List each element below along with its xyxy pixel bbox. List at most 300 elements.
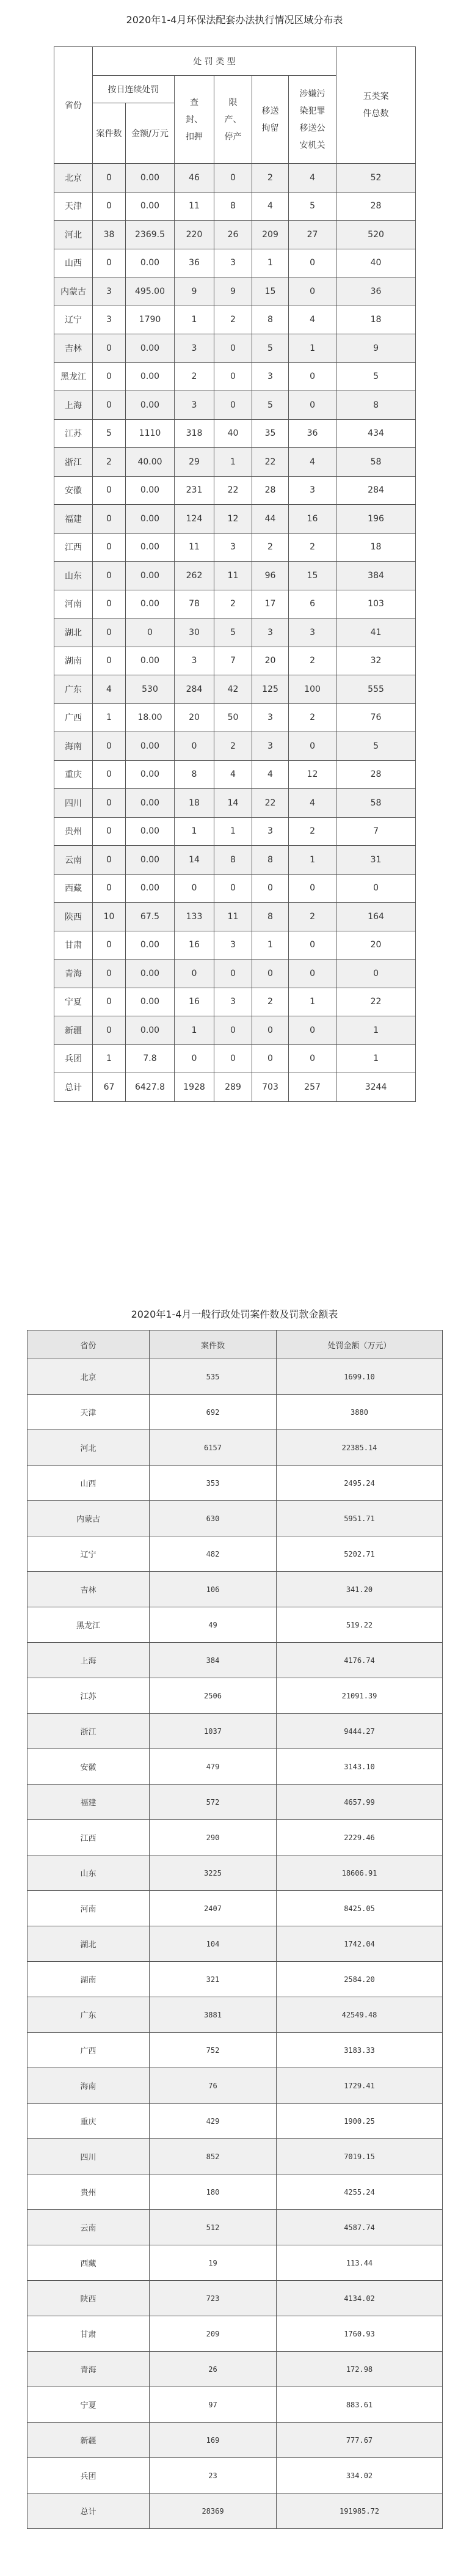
- cell-pollution: 12: [289, 760, 336, 789]
- cell-limit: 42: [214, 675, 252, 704]
- cell-pollution: 1: [289, 334, 336, 363]
- cell-limit: 289: [214, 1073, 252, 1102]
- table-row: [27, 1926, 443, 1962]
- header-pollution-line: 涉嫌污: [299, 89, 325, 99]
- table-row: [27, 2104, 443, 2139]
- cell-limit: 11: [214, 903, 252, 931]
- cell-total: 5: [336, 362, 416, 391]
- cell-province: 内蒙古: [27, 1501, 150, 1536]
- cell-case-count: 169: [150, 2423, 277, 2458]
- cell-amount: 8425.05: [277, 1891, 443, 1926]
- cell-case-count: 97: [150, 2387, 277, 2423]
- table-row: [27, 1395, 443, 1430]
- cell-province: 西藏: [27, 2245, 150, 2281]
- cell-case-count: 0: [93, 817, 126, 846]
- cell-amount: 0.00: [126, 505, 175, 534]
- cell-case-count: 852: [150, 2139, 277, 2174]
- header-pollution-line: 染犯罪: [299, 106, 325, 116]
- cell-province: 兵团: [27, 2458, 150, 2493]
- cell-amount: 5951.71: [277, 1501, 443, 1536]
- cell-transfer: 17: [252, 590, 289, 618]
- cell-province: 安徽: [54, 476, 93, 505]
- cell-pollution: 1: [289, 988, 336, 1016]
- table-row: [54, 760, 416, 789]
- cell-case-count: 0: [93, 249, 126, 277]
- cell-amount: 0.00: [126, 391, 175, 420]
- cell-case-count: 0: [93, 533, 126, 562]
- cell-province: 青海: [54, 960, 93, 988]
- table-row: [27, 2210, 443, 2245]
- cell-province: 西藏: [54, 874, 93, 903]
- cell-seize: 9: [175, 277, 214, 306]
- cell-case-count: 19: [150, 2245, 277, 2281]
- cell-amount: 2495.24: [277, 1466, 443, 1501]
- cell-pollution: 4: [289, 306, 336, 334]
- table-row: [54, 647, 416, 675]
- cell-limit: 0: [214, 960, 252, 988]
- table-row: [27, 2174, 443, 2210]
- header-transfer: [252, 76, 289, 164]
- table-row: [54, 419, 416, 448]
- header-limit-line: 产、: [224, 114, 242, 125]
- cell-limit: 2: [214, 590, 252, 618]
- table-row: [54, 988, 416, 1016]
- cell-pollution: 0: [289, 732, 336, 761]
- cell-case-count: 512: [150, 2210, 277, 2245]
- cell-transfer: 0: [252, 874, 289, 903]
- table-row: [54, 874, 416, 903]
- table-row: [27, 2493, 443, 2529]
- cell-amount: 18606.91: [277, 1855, 443, 1891]
- cell-pollution: 2: [289, 703, 336, 732]
- cell-total: 0: [336, 874, 416, 903]
- cell-total: 164: [336, 903, 416, 931]
- cell-amount: 4255.24: [277, 2174, 443, 2210]
- cell-seize: 1: [175, 306, 214, 334]
- cell-province: 陕西: [54, 903, 93, 931]
- cell-transfer: 1: [252, 931, 289, 960]
- cell-total: 9: [336, 334, 416, 363]
- cell-seize: 3: [175, 647, 214, 675]
- cell-seize: 11: [175, 533, 214, 562]
- cell-total: 1: [336, 1044, 416, 1073]
- table-row: [54, 277, 416, 306]
- cell-pollution: 4: [289, 448, 336, 477]
- cell-province: 天津: [54, 192, 93, 221]
- cell-case-count: 0: [93, 562, 126, 590]
- cell-amount: 0.00: [126, 817, 175, 846]
- cell-pollution: 0: [289, 1016, 336, 1045]
- cell-amount: 0.00: [126, 647, 175, 675]
- cell-transfer: 209: [252, 221, 289, 249]
- cell-seize: 231: [175, 476, 214, 505]
- cell-amount: 0.00: [126, 533, 175, 562]
- cell-province: 兵团: [54, 1044, 93, 1073]
- cell-total: 28: [336, 192, 416, 221]
- cell-limit: 0: [214, 874, 252, 903]
- cell-total: 58: [336, 448, 416, 477]
- cell-seize: 8: [175, 760, 214, 789]
- cell-case-count: 0: [93, 505, 126, 534]
- table2-title: 2020年1-4月一般行政处罚案件数及罚款金额表: [131, 1308, 338, 1320]
- cell-transfer: 3: [252, 817, 289, 846]
- cell-seize: 0: [175, 1044, 214, 1073]
- cell-amount: 0.00: [126, 789, 175, 818]
- cell-province: 浙江: [54, 448, 93, 477]
- cell-province: 新疆: [54, 1016, 93, 1045]
- cell-amount: 3880: [277, 1395, 443, 1430]
- cell-total: 196: [336, 505, 416, 534]
- cell-amount: 6427.8: [126, 1073, 175, 1102]
- cell-case-count: 28369: [150, 2493, 277, 2529]
- cell-province: 辽宁: [54, 306, 93, 334]
- cell-limit: 3: [214, 931, 252, 960]
- cell-province: 四川: [54, 789, 93, 818]
- cell-total: 8: [336, 391, 416, 420]
- cell-total: 36: [336, 277, 416, 306]
- cell-case-count: 180: [150, 2174, 277, 2210]
- cell-case-count: 0: [93, 391, 126, 420]
- cell-province: 湖南: [27, 1962, 150, 1997]
- cell-amount: 0.00: [126, 1016, 175, 1045]
- cell-limit: 1: [214, 817, 252, 846]
- cell-province: 上海: [27, 1643, 150, 1678]
- table-row: [54, 221, 416, 249]
- cell-amount: 334.02: [277, 2458, 443, 2493]
- cell-transfer: 20: [252, 647, 289, 675]
- cell-pollution: 36: [289, 419, 336, 448]
- cell-amount: 4134.02: [277, 2281, 443, 2316]
- cell-case-count: 3: [93, 306, 126, 334]
- table-row: [54, 1016, 416, 1045]
- table-row: [54, 960, 416, 988]
- cell-amount: 7.8: [126, 1044, 175, 1073]
- cell-province: 山东: [54, 562, 93, 590]
- cell-province: 海南: [27, 2068, 150, 2104]
- cell-case-count: 0: [93, 618, 126, 647]
- cell-total: 520: [336, 221, 416, 249]
- cell-pollution: 0: [289, 391, 336, 420]
- cell-limit: 7: [214, 647, 252, 675]
- cell-total: 384: [336, 562, 416, 590]
- cell-amount: 21091.39: [277, 1678, 443, 1714]
- cell-province: 上海: [54, 391, 93, 420]
- cell-total: 284: [336, 476, 416, 505]
- cell-amount: 519.22: [277, 1607, 443, 1643]
- cell-transfer: 0: [252, 960, 289, 988]
- cell-transfer: 1: [252, 249, 289, 277]
- cell-province: 山东: [27, 1855, 150, 1891]
- cell-total: 18: [336, 533, 416, 562]
- cell-pollution: 0: [289, 874, 336, 903]
- cell-pollution: 4: [289, 789, 336, 818]
- cell-province: 吉林: [54, 334, 93, 363]
- cell-seize: 30: [175, 618, 214, 647]
- cell-province: 湖北: [54, 618, 93, 647]
- header-total-five-line: 件总数: [363, 109, 389, 119]
- cell-limit: 5: [214, 618, 252, 647]
- cell-total: 1: [336, 1016, 416, 1045]
- table-row: [27, 1359, 443, 1395]
- table-row: [27, 1536, 443, 1572]
- cell-limit: 8: [214, 192, 252, 221]
- cell-province: 江西: [27, 1820, 150, 1855]
- cell-province: 宁夏: [27, 2387, 150, 2423]
- cell-transfer: 125: [252, 675, 289, 704]
- table-row: [54, 391, 416, 420]
- t2-header-case-count: 案件数: [150, 1330, 277, 1359]
- header-limit: [214, 76, 252, 164]
- t2-header-amount: 处罚金额（万元）: [277, 1330, 443, 1359]
- cell-case-count: 0: [93, 334, 126, 363]
- cell-amount: 0.00: [126, 476, 175, 505]
- cell-province: 吉林: [27, 1572, 150, 1607]
- table-row: [54, 817, 416, 846]
- cell-case-count: 38: [93, 221, 126, 249]
- table-row: [27, 2033, 443, 2068]
- cell-case-count: 3225: [150, 1855, 277, 1891]
- cell-pollution: 2: [289, 533, 336, 562]
- cell-transfer: 0: [252, 1044, 289, 1073]
- cell-limit: 0: [214, 362, 252, 391]
- cell-transfer: 35: [252, 419, 289, 448]
- cell-transfer: 0: [252, 1016, 289, 1045]
- cell-limit: 0: [214, 334, 252, 363]
- cell-total: 58: [336, 789, 416, 818]
- cell-transfer: 8: [252, 846, 289, 875]
- cell-pollution: 2: [289, 903, 336, 931]
- cell-amount: 0.00: [126, 362, 175, 391]
- cell-amount: 22385.14: [277, 1430, 443, 1466]
- cell-province: 甘肃: [54, 931, 93, 960]
- cell-total: 0: [336, 960, 416, 988]
- table-row: [54, 448, 416, 477]
- cell-pollution: 0: [289, 362, 336, 391]
- cell-transfer: 5: [252, 334, 289, 363]
- table-row: [54, 1073, 416, 1102]
- header-limit-line: 停产: [224, 131, 242, 142]
- cell-limit: 11: [214, 562, 252, 590]
- table-row: [54, 334, 416, 363]
- cell-amount: 0.00: [126, 960, 175, 988]
- cell-transfer: 28: [252, 476, 289, 505]
- cell-total: 28: [336, 760, 416, 789]
- cell-seize: 0: [175, 960, 214, 988]
- cell-pollution: 0: [289, 277, 336, 306]
- cell-case-count: 0: [93, 988, 126, 1016]
- cell-province: 贵州: [27, 2174, 150, 2210]
- cell-amount: 5202.71: [277, 1536, 443, 1572]
- cell-province: 福建: [27, 1785, 150, 1820]
- cell-case-count: 0: [93, 647, 126, 675]
- cell-total: 22: [336, 988, 416, 1016]
- cell-limit: 0: [214, 391, 252, 420]
- table-row: [27, 2458, 443, 2493]
- table-row: [54, 618, 416, 647]
- table-row: [27, 1785, 443, 1820]
- cell-province: 重庆: [54, 760, 93, 789]
- cell-province: 广东: [27, 1997, 150, 2033]
- cell-limit: 0: [214, 1044, 252, 1073]
- cell-province: 云南: [54, 846, 93, 875]
- header-total-five: [336, 47, 416, 164]
- cell-seize: 36: [175, 249, 214, 277]
- cell-transfer: 3: [252, 703, 289, 732]
- table-row: [54, 789, 416, 818]
- cell-province: 四川: [27, 2139, 150, 2174]
- cell-amount: 2584.20: [277, 1962, 443, 1997]
- cell-case-count: 49: [150, 1607, 277, 1643]
- cell-total: 31: [336, 846, 416, 875]
- cell-amount: 1742.04: [277, 1926, 443, 1962]
- cell-total: 18: [336, 306, 416, 334]
- cell-amount: 0.00: [126, 846, 175, 875]
- table-row: [27, 1607, 443, 1643]
- header-punish-type: 处 罚 类 型: [93, 47, 336, 76]
- cell-case-count: 321: [150, 1962, 277, 1997]
- cell-amount: 777.67: [277, 2423, 443, 2458]
- cell-amount: 3183.33: [277, 2033, 443, 2068]
- cell-limit: 0: [214, 1016, 252, 1045]
- table-row: [54, 192, 416, 221]
- header-seize-line: 封、: [186, 114, 203, 125]
- table-row: [27, 2423, 443, 2458]
- cell-case-count: 0: [93, 732, 126, 761]
- cell-pollution: 2: [289, 817, 336, 846]
- cell-seize: 11: [175, 192, 214, 221]
- cell-transfer: 15: [252, 277, 289, 306]
- cell-seize: 18: [175, 789, 214, 818]
- cell-amount: 1699.10: [277, 1359, 443, 1395]
- cell-province: 广东: [54, 675, 93, 704]
- cell-amount: 1790: [126, 306, 175, 334]
- cell-transfer: 5: [252, 391, 289, 420]
- header-seize-line: 扣押: [186, 131, 203, 142]
- cell-transfer: 22: [252, 789, 289, 818]
- cell-province: 江苏: [27, 1678, 150, 1714]
- cell-amount: 2369.5: [126, 221, 175, 249]
- cell-case-count: 2: [93, 448, 126, 477]
- cell-amount: 341.20: [277, 1572, 443, 1607]
- cell-pollution: 6: [289, 590, 336, 618]
- header-pollution: [289, 76, 336, 164]
- table-row: [54, 562, 416, 590]
- cell-amount: 0.00: [126, 334, 175, 363]
- cell-seize: 20: [175, 703, 214, 732]
- table-row: [27, 1572, 443, 1607]
- cell-case-count: 0: [93, 590, 126, 618]
- cell-province: 江苏: [54, 419, 93, 448]
- cell-pollution: 0: [289, 249, 336, 277]
- cell-case-count: 630: [150, 1501, 277, 1536]
- cell-transfer: 2: [252, 164, 289, 193]
- cell-case-count: 2407: [150, 1891, 277, 1926]
- cell-seize: 78: [175, 590, 214, 618]
- cell-transfer: 3: [252, 732, 289, 761]
- table-row: [54, 249, 416, 277]
- cell-province: 黑龙江: [54, 362, 93, 391]
- cell-amount: 42549.48: [277, 1997, 443, 2033]
- cell-amount: 0.00: [126, 590, 175, 618]
- cell-province: 广西: [54, 703, 93, 732]
- cell-province: 湖南: [54, 647, 93, 675]
- cell-province: 天津: [27, 1395, 150, 1430]
- cell-seize: 220: [175, 221, 214, 249]
- cell-case-count: 752: [150, 2033, 277, 2068]
- cell-amount: 530: [126, 675, 175, 704]
- cell-total: 3244: [336, 1073, 416, 1102]
- cell-total: 32: [336, 647, 416, 675]
- cell-amount: 18.00: [126, 703, 175, 732]
- cell-case-count: 104: [150, 1926, 277, 1962]
- cell-amount: 0.00: [126, 562, 175, 590]
- cell-province: 陕西: [27, 2281, 150, 2316]
- cell-pollution: 0: [289, 931, 336, 960]
- cell-pollution: 0: [289, 960, 336, 988]
- cell-pollution: 15: [289, 562, 336, 590]
- cell-limit: 12: [214, 505, 252, 534]
- header-limit-line: 限: [228, 97, 238, 108]
- cell-amount: 4176.74: [277, 1643, 443, 1678]
- cell-transfer: 3: [252, 362, 289, 391]
- table-row: [27, 1820, 443, 1855]
- cell-total: 76: [336, 703, 416, 732]
- cell-amount: 495.00: [126, 277, 175, 306]
- table-row: [54, 362, 416, 391]
- cell-case-count: 482: [150, 1536, 277, 1572]
- cell-limit: 4: [214, 760, 252, 789]
- cell-seize: 29: [175, 448, 214, 477]
- cell-seize: 1: [175, 817, 214, 846]
- cell-province: 贵州: [54, 817, 93, 846]
- cell-amount: 3143.10: [277, 1749, 443, 1785]
- table-row: [27, 1997, 443, 2033]
- cell-amount: 0.00: [126, 988, 175, 1016]
- cell-amount: 1110: [126, 419, 175, 448]
- cell-limit: 14: [214, 789, 252, 818]
- cell-limit: 3: [214, 988, 252, 1016]
- cell-limit: 3: [214, 249, 252, 277]
- cell-total: 52: [336, 164, 416, 193]
- cell-case-count: 429: [150, 2104, 277, 2139]
- cell-transfer: 4: [252, 760, 289, 789]
- table2-body: [27, 1359, 443, 2529]
- cell-seize: 14: [175, 846, 214, 875]
- cell-pollution: 3: [289, 618, 336, 647]
- table-row: [27, 1678, 443, 1714]
- cell-amount: 172.98: [277, 2352, 443, 2387]
- cell-pollution: 16: [289, 505, 336, 534]
- cell-province: 重庆: [27, 2104, 150, 2139]
- cell-limit: 1: [214, 448, 252, 477]
- table-row: [54, 306, 416, 334]
- table-row: [54, 164, 416, 193]
- cell-limit: 40: [214, 419, 252, 448]
- cell-province: 福建: [54, 505, 93, 534]
- cell-transfer: 3: [252, 618, 289, 647]
- table-row: [27, 1962, 443, 1997]
- header-seize-line: 查: [190, 97, 198, 108]
- cell-amount: 1900.25: [277, 2104, 443, 2139]
- cell-transfer: 44: [252, 505, 289, 534]
- cell-pollution: 3: [289, 476, 336, 505]
- cell-transfer: 4: [252, 192, 289, 221]
- cell-pollution: 2: [289, 647, 336, 675]
- cell-case-count: 0: [93, 789, 126, 818]
- table-row: [27, 1855, 443, 1891]
- cell-seize: 2: [175, 362, 214, 391]
- cell-seize: 16: [175, 988, 214, 1016]
